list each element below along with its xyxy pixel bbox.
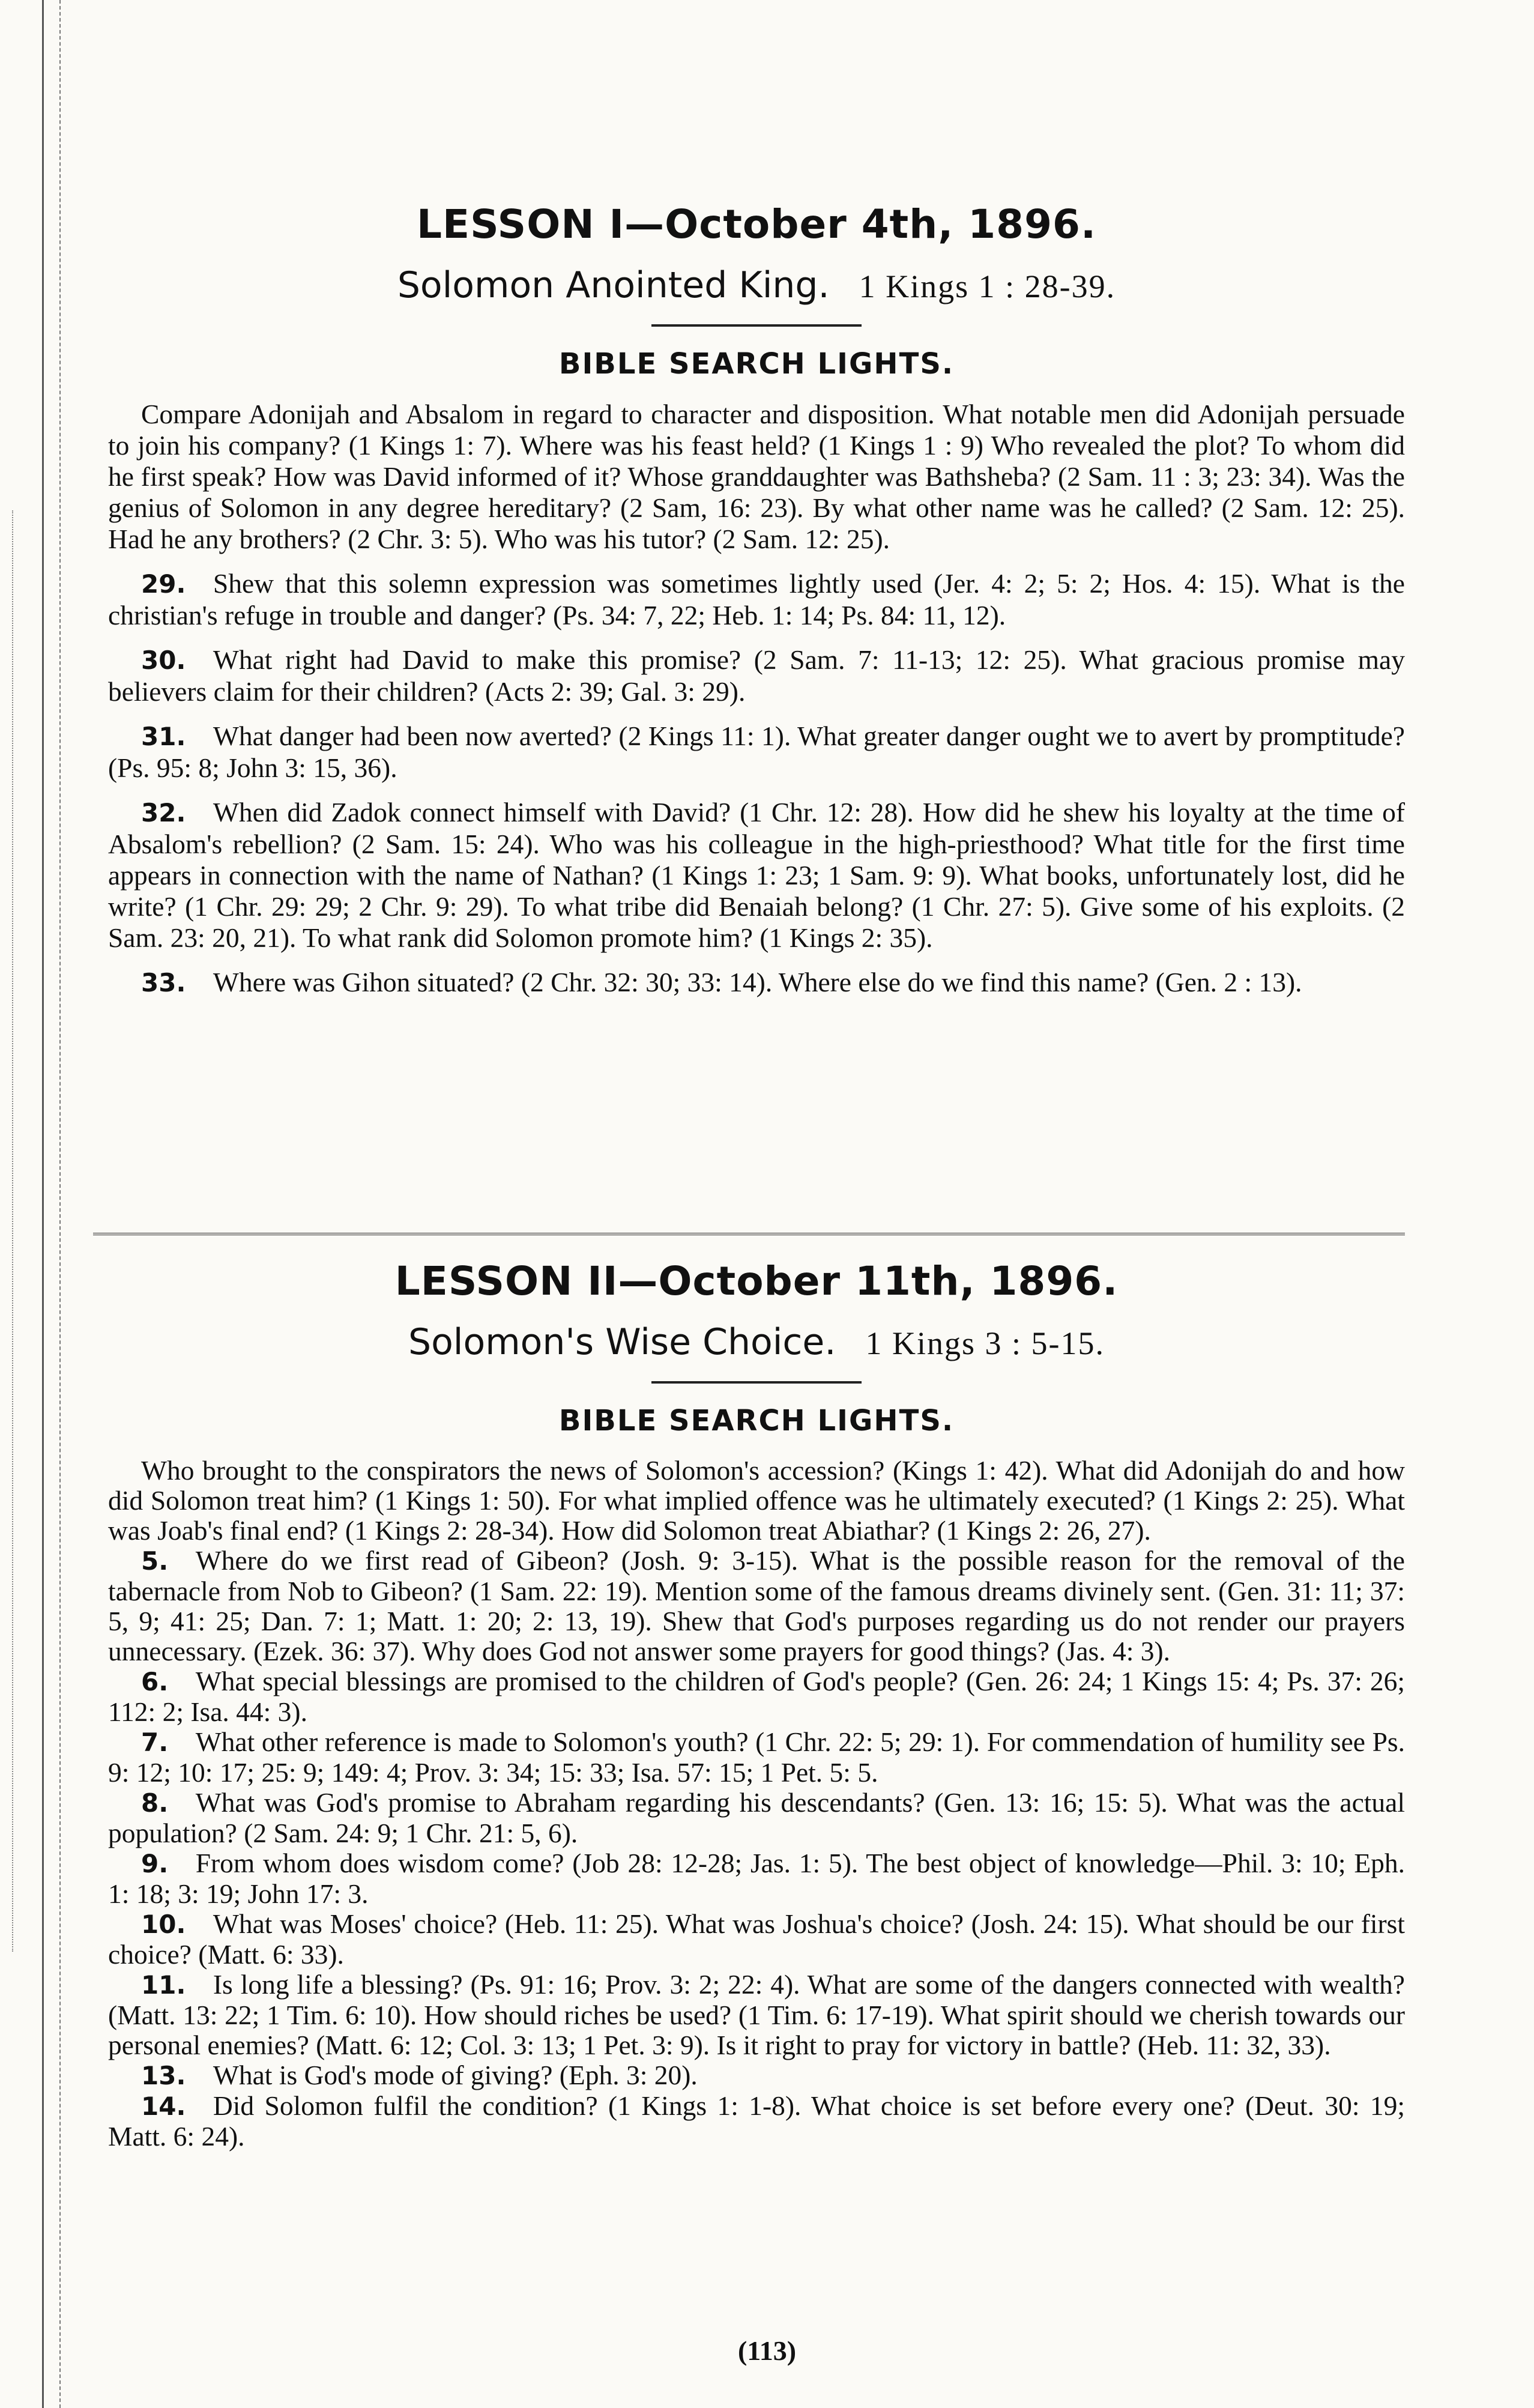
paragraph-text: Where do we first read of Gibeon? (Josh. 9: 3-15). What is the possible reason for the removal of the tabernacle from Nob to Gibeon? (1 Sam. 22: 19). Mention some of the famous dreams divinely sent. (Gen. 31: 11; 37: 5, 9; 41: 25; Dan. 7: 1; Matt. 1: 20; 2: 13, 19). Shew that God's purposes regarding us do not render our prayers unnecessary. (Ezek. 36: 37). Why does God not answer some prayers for good things? (Jas. 4: 3). [108,1545,1405,1666]
lesson-2-subtitle: Solomon's Wise Choice. [408,1321,836,1363]
lesson-1-rule [651,324,862,327]
paragraph-text: When did Zadok connect himself with David? (1 Chr. 12: 28). How did he shew his loyalty at the time of Absalom's rebellion? (2 Sam. 15: 24). Who was his colleague in the high-priesthood? What title for the first time appears in connection with the name of Nathan? (1 Kings 1: 23; 1 Sam. 9: 9). What books, unfortunately lost, did he write? (1 Chr. 29: 29; 2 Chr. 9: 29). To what tribe did Benaiah belong? (1 Chr. 27: 5). Give some of his exploits. (2 Sam. 23: 20, 21). To what rank did Solomon promote him? (1 Kings 2: 35). [108,797,1405,953]
paragraph-text: Who brought to the conspirators the news of Solomon's accession? (Kings 1: 42). What did Adonijah do and how did Solomon treat him? (1 Kings 1: 50). For what implied offence was he ultimately executed? (1 Kings 2: 25). What was Joab's final end? (1 Kings 2: 28-34). How did Solomon treat Abiathar? (1 Kings 2: 26, 27). [108,1455,1405,1546]
paragraph-number: 10. [141,1910,186,1939]
paragraph-text: Where was Gihon situated? (2 Chr. 32: 30; 33: 14). Where else do we find this name? (Gen. 2 : 13). [213,967,1302,997]
paragraph-number: 13. [141,2061,186,2090]
lesson-2-reference: 1 Kings 3 : 5-15. [865,1325,1105,1361]
lesson-2 [108,1258,1405,2152]
page-binding-shadow [12,510,14,1952]
question-paragraph [108,1546,1405,1666]
paragraph-text: What other reference is made to Solomon's youth? (1 Chr. 22: 5; 29: 1). For commendation of humility see Ps. 9: 12; 10: 17; 25: 9; 149: 4; Prov. 3: 34; 15: 33; Isa. 57: 15; 1 Pet. 5: 5. [108,1726,1405,1788]
lesson-2-body [108,1456,1405,2152]
paragraph-text: What was Moses' choice? (Heb. 11: 25). What was Joshua's choice? (Josh. 24: 15). What should be our first choice? (Matt. 6: 33). [108,1908,1405,1970]
lesson-1-section-head: BIBLE SEARCH LIGHTS. [558,347,955,381]
lesson-divider [93,1233,1405,1235]
paragraph-text: From whom does wisdom come? (Job 28: 12-28; Jas. 1: 5). The best object of knowledge—Phil. 3: 10; Eph. 1: 18; 3: 19; John 17: 3. [108,1848,1405,1909]
paragraph-number: 6. [141,1667,169,1696]
lesson-1-title: LESSON I—October 4th, 1896. [416,201,1097,247]
question-paragraph [108,1456,1405,1546]
paragraph-text: What right had David to make this promise? (2 Sam. 7: 11-13; 12: 25). What gracious promise may believers claim for their children? (Acts 2: 39; Gal. 3: 29). [108,644,1405,707]
lesson-1 [108,201,1405,999]
lesson-2-subtitle-line [108,1321,1405,1363]
lesson-2-rule [651,1381,862,1384]
paragraph-number: 33. [141,968,186,997]
question-paragraph [108,721,1405,784]
paragraph-number: 14. [141,2092,186,2121]
question-paragraph [108,2060,1405,2091]
question-paragraph [108,1909,1405,1970]
paragraph-number: 32. [141,798,186,827]
paragraph-number: 11. [141,1970,186,2000]
paragraph-text: Is long life a blessing? (Ps. 91: 16; Prov. 3: 2; 22: 4). What are some of the dangers connected with wealth? (Matt. 13: 22; 1 Tim. 6: 10). How should riches be used? (1 Tim. 6: 17-19). What spirit should we cherish towards our personal enemies? (Matt. 6: 12; Col. 3: 13; 1 Pet. 3: 9). Is it right to pray for victory in battle? (Heb. 11: 32, 33). [108,1969,1405,2060]
question-paragraph [108,1727,1405,1788]
lesson-1-reference: 1 Kings 1 : 28-39. [859,268,1116,304]
question-paragraph [108,1666,1405,1727]
question-paragraph [108,967,1405,999]
question-paragraph [108,568,1405,631]
paragraph-text: Shew that this solemn expression was sometimes lightly used (Jer. 4: 2; 5: 2; Hos. 4: 15). What is the christian's refuge in trouble and danger? (Ps. 34: 7, 22; Heb. 1: 14; Ps. 84: 11, 12). [108,568,1405,631]
paragraph-text: Compare Adonijah and Absalom in regard to character and disposition. What notable men did Adonijah persuade to join his company? (1 Kings 1: 7). Where was his feast held? (1 Kings 1 : 9) Who revealed the plot? To whom did he first speak? How was David informed of it? Whose granddaughter was Bathsheba? (2 Sam. 11 : 3; 23: 34). Was the genius of Solomon in any degree hereditary? (2 Sam, 16: 23). By what other name was he called? (2 Sam. 12: 25). Had he any brothers? (2 Chr. 3: 5). Who was his tutor? (2 Sam. 12: 25). [108,399,1405,554]
paragraph-text: What was God's promise to Abraham regarding his descendants? (Gen. 13: 16; 15: 5). What was the actual population? (2 Sam. 24: 9; 1 Chr. 21: 5, 6). [108,1787,1405,1848]
lesson-1-subtitle: Solomon Anointed King. [397,264,830,306]
page-number: (113) [737,2335,797,2366]
paragraph-text: What special blessings are promised to the children of God's people? (Gen. 26: 24; 1 Kings 15: 4; Ps. 37: 26; 112: 2; Isa. 44: 3). [108,1666,1405,1727]
question-paragraph [108,1788,1405,1848]
paragraph-number: 31. [141,722,186,751]
question-paragraph [108,399,1405,555]
question-paragraph [108,644,1405,707]
paragraph-number: 9. [141,1849,169,1878]
paragraph-number: 30. [141,646,186,675]
question-paragraph [108,2091,1405,2152]
paragraph-number: 29. [141,569,186,599]
paragraph-number: 7. [141,1728,169,1757]
question-paragraph [108,797,1405,954]
page-binding-edge [42,0,61,2408]
question-paragraph [108,1848,1405,1909]
paragraph-number: 5. [141,1546,169,1576]
paragraph-text: Did Solomon fulfil the condition? (1 Kings 1: 1-8). What choice is set before every one? (Deut. 30: 19; Matt. 6: 24). [108,2090,1405,2152]
paragraph-text: What danger had been now averted? (2 Kings 11: 1). What greater danger ought we to avert by promptitude? (Ps. 95: 8; John 3: 15, 36). [108,721,1405,783]
lesson-2-title: LESSON II—October 11th, 1896. [394,1258,1119,1304]
paragraph-text: What is God's mode of giving? (Eph. 3: 20). [213,2060,698,2090]
lesson-1-body [108,399,1405,999]
paragraph-number: 8. [141,1788,169,1818]
question-paragraph [108,1970,1405,2060]
lesson-1-subtitle-line [108,264,1405,306]
lesson-2-section-head: BIBLE SEARCH LIGHTS. [558,1404,955,1438]
